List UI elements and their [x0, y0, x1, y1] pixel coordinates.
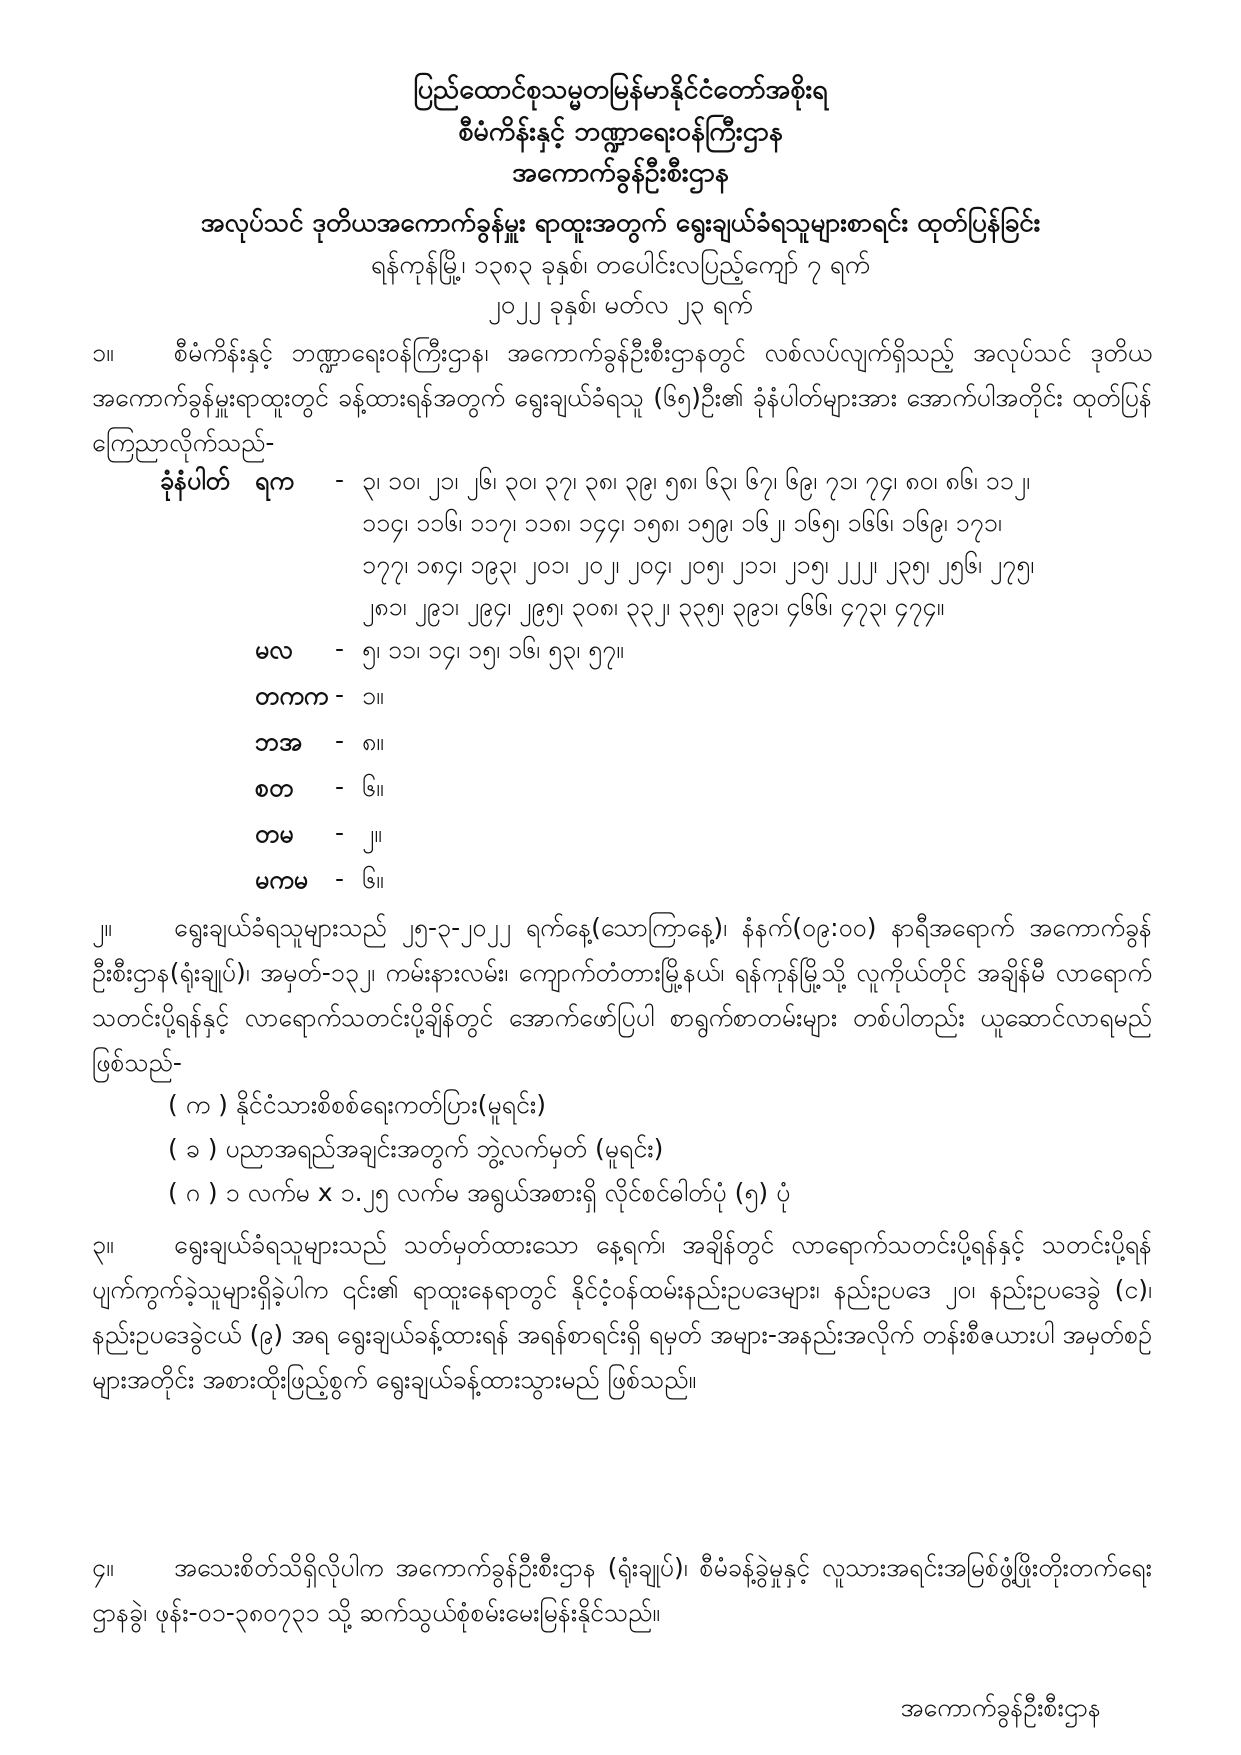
paragraph-number: ၄။ [92, 1553, 114, 1582]
roll-number-line: ၁။ [362, 681, 384, 710]
ministry-header: စီမံကိန်းနှင့် ဘဏ္ဍာရေးဝန်ကြီးဌာန [458, 116, 783, 147]
paragraph-text: ရွေးချယ်ခံရသူများသည် ၂၅-၃-၂၀၂၂ ရက်နေ့(သောကြာနေ့)၊ နံနက်(၀၉:၀၀) နာရီအရောက် အကောက်ခွန်ဦးစီးဌာန(ရုံးချုပ်)၊ အမှတ်-၁၃၂၊ ကမ်းနားလမ်း၊ ကျောက်တံတားမြို့နယ်၊ ရန်ကုန်မြို့သို့ လူကိုယ်တိုင် အချိန်မီ လာရောက်သတင်းပို့ရန်နှင့် လာရောက်သတင်းပို့ချိန်တွင် အောက်ဖော်ပြပါ စာရွက်စာတမ်းများ တစ်ပါတည်း ယူဆောင်လာရမည် ဖြစ်သည်- [92, 913, 1152, 1077]
dash: - [335, 634, 345, 663]
paragraph-text: ရွေးချယ်ခံရသူများသည် သတ်မှတ်ထားသော နေ့ရက်၊ အချိန်တွင် လာရောက်သတင်းပို့ရန်နှင့် သတင်းပို့ရန် ပျက်ကွက်ခဲ့သူများရှိခဲ့ပါက ၎င်း၏ ရာထူးနေရာတွင် နိုင်ငံ့ဝန်ထမ်းနည်းဥပဒေများ၊ နည်းဥပဒေ ၂၀၊ နည်းဥပဒေခွဲ (င)၊ နည်းဥပဒေခွဲငယ် (၉) အရ ရွေးချယ်ခန့်ထားရန် အရန်စာရင်းရှိ ရမှတ် အများ-အနည်းအလိုက် တန်းစီဇယားပါ အမှတ်စဉ်များအတိုင်း အစားထိုးဖြည့်စွက် ရွေးချယ်ခန့်ထားသွားမည် ဖြစ်သည်။ [92, 1230, 1152, 1394]
roll-number-line: ၆။ [362, 865, 384, 894]
paragraph-number: ၂။ [92, 913, 112, 942]
roll-number-line: ၁၇၇၊ ၁၈၄၊ ၁၉၃၊ ၂၀၁၊ ၂၀၂၊ ၂၀၄၊ ၂၀၅၊ ၂၁၁၊ ၂၁၅၊ ၂၂၂၊ ၂၃၅၊ ၂၅၆၊ ၂၇၅၊ [362, 550, 1035, 579]
dash: - [335, 680, 345, 709]
roll-number-line: ၆။ [362, 773, 384, 802]
roll-number-line: ၂၈၁၊ ၂၉၁၊ ၂၉၄၊ ၂၉၅၊ ၃၀၈၊ ၃၃၂၊ ၃၃၅၊ ၃၉၁၊ ၄၆၆၊ ၄၇၃၊ ၄၇၄။ [362, 592, 945, 621]
signature-department: အကောက်ခွန်ဦးစီးဌာန [900, 1693, 1101, 1722]
paragraph-text: အသေးစိတ်သိရှိလိုပါက အကောက်ခွန်ဦးစီးဌာန (ရုံးချုပ်)၊ စီမံခန့်ခွဲမှုနှင့် လူသားအရင်းအမြစ်ဖွံ့ဖြိုးတိုးတက်ရေးဌာနခွဲ၊ ဖုန်း-၀၁-၃၈၀၇၃၁ သို့ ဆက်သွယ်စုံစမ်းမေးမြန်းနိုင်သည်။ [92, 1553, 1152, 1627]
paragraph-number: ၁။ [92, 338, 114, 367]
announcement-title: အလုပ်သင် ဒုတိယအကောက်ခွန်မှူး ရာထူးအတွက် ရွေးချယ်ခံရသူများစာရင်း ထုတ်ပြန်ခြင်း [200, 208, 1041, 238]
roll-number-line: ၁၁၄၊ ၁၁၆၊ ၁၁၇၊ ၁၁၈၊ ၁၄၄၊ ၁၅၈၊ ၁၅၉၊ ၁၆၂၊ ၁၆၅၊ ၁၆၆၊ ၁၆၉၊ ၁၇၁၊ [362, 508, 1002, 537]
paragraph-1 [92, 330, 1152, 465]
required-document-item: ( က ) နိုင်ငံသားစိစစ်ရေးကတ်ပြား(မူရင်း) [168, 1090, 546, 1119]
region-code-label: မကမ [255, 865, 309, 894]
dash: - [335, 726, 345, 755]
date-gregorian: ၂၀၂၂ ခုနှစ်၊ မတ်လ ၂၃ ရက် [487, 290, 754, 320]
department-header: အကောက်ခွန်ဦးစီးဌာန [512, 157, 729, 188]
dash: - [335, 864, 345, 893]
required-document-item: ( ခ ) ပညာအရည်အချင်းအတွက် ဘွဲ့လက်မှတ် (မူရင်း) [168, 1134, 664, 1163]
region-code-label: တကက [255, 681, 329, 710]
dash: - [335, 772, 345, 801]
paragraph-number: ၃။ [92, 1230, 114, 1259]
roll-number-line: ၅၊ ၁၁၊ ၁၄၊ ၁၅၊ ၁၆၊ ၅၃၊ ၅၇။ [362, 635, 624, 664]
region-code-label: တမ [255, 819, 294, 848]
roll-number-line: ၈။ [362, 727, 384, 756]
roll-number-line: ၃၊ ၁၀၊ ၂၁၊ ၂၆၊ ၃၀၊ ၃၇၊ ၃၈၊ ၃၉၊ ၅၈၊ ၆၃၊ ၆၇၊ ၆၉၊ ၇၁၊ ၇၄၊ ၈၀၊ ၈၆၊ ၁၁၂၊ [362, 466, 1031, 495]
paragraph-4 [92, 1545, 1152, 1635]
region-code-label: ရက [255, 466, 294, 495]
roll-number-line: ၂။ [362, 819, 382, 848]
dash: - [335, 465, 345, 494]
government-header: ပြည်ထောင်စုသမ္မတမြန်မာနိုင်ငံတော်အစိုးရ [413, 74, 828, 105]
roll-number-heading: ခုံနံပါတ် [160, 466, 230, 495]
dash: - [335, 818, 345, 847]
required-document-item: ( ဂ ) ၁ လက်မ x ၁.၂၅ လက်မ အရွယ်အစားရှိ လိုင်စင်ဓါတ်ပုံ (၅) ပုံ [168, 1178, 791, 1207]
paragraph-text: စီမံကိန်းနှင့် ဘဏ္ဍာရေးဝန်ကြီးဌာန၊ အကောက်ခွန်ဦးစီးဌာနတွင် လစ်လပ်လျက်ရှိသည့် အလုပ်သင် ဒုတိယအကောက်ခွန်မှူးရာထူးတွင် ခန့်ထားရန်အတွက် ရွေးချယ်ခံရသူ (၆၅)ဦး၏ ခုံနံပါတ်များအား အောက်ပါအတိုင်း ထုတ်ပြန် ကြေညာလိုက်သည်- [92, 338, 1152, 457]
region-code-label: စတ [255, 773, 294, 802]
region-code-label: ဘအ [255, 727, 303, 756]
paragraph-3 [92, 1222, 1152, 1402]
region-code-label: မလ [255, 635, 293, 664]
paragraph-2 [92, 905, 1152, 1085]
date-myanmar: ရန်ကုန်မြို့၊ ၁၃၈၃ ခုနှစ်၊ တပေါင်းလပြည့်ကျော် ၇ ရက် [370, 250, 871, 280]
